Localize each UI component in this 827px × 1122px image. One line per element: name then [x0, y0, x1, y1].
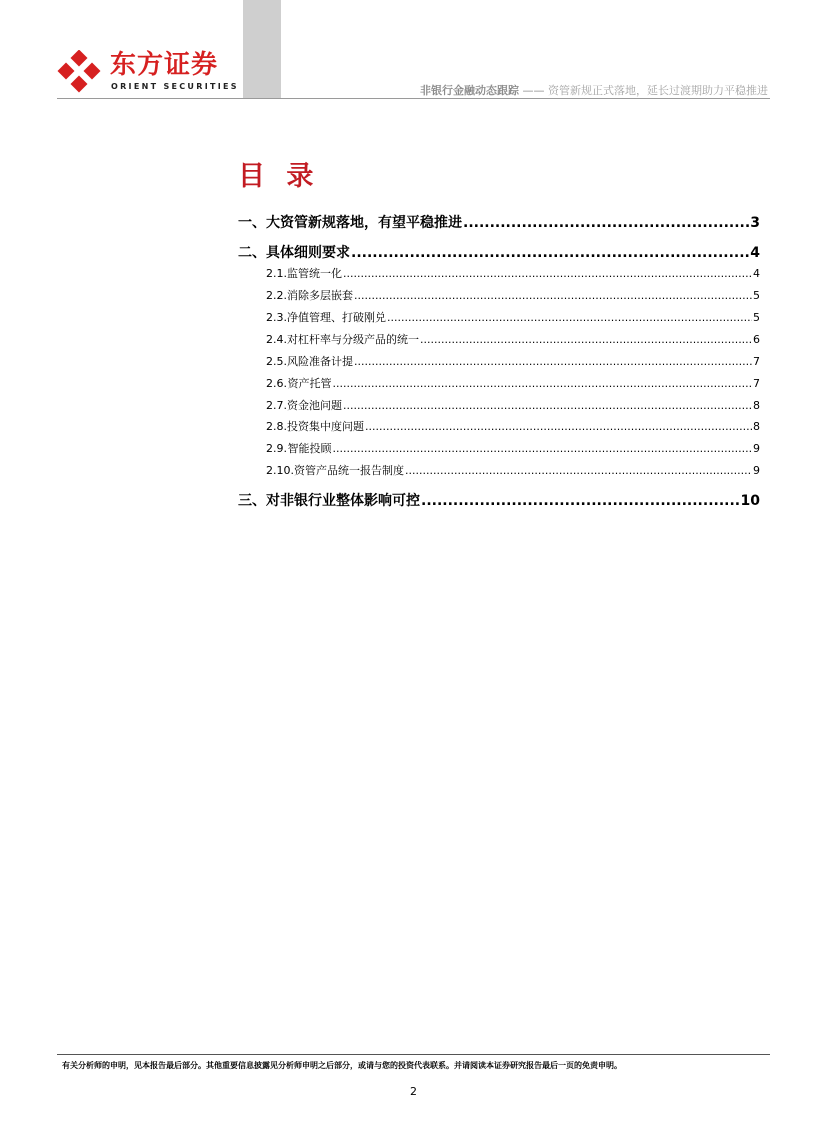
toc-entry-2-5[interactable]: [238, 353, 760, 369]
toc-entry-2-1[interactable]: [238, 265, 760, 281]
toc-entry-number: 三、: [238, 493, 266, 509]
toc-leader-dots: [354, 289, 752, 302]
toc-entry-2-9[interactable]: [238, 440, 760, 456]
toc-entry-page: 4: [750, 245, 760, 261]
toc-entry-number: 2.9.: [266, 442, 287, 455]
toc-entry-number: 2.7.: [266, 399, 287, 412]
toc-leader-dots: [333, 377, 753, 390]
toc-entry-title: 对非银行业整体影响可控: [266, 493, 420, 509]
toc-leader-dots: [421, 493, 740, 509]
toc-leader-dots: [354, 355, 752, 368]
toc-entry-2-10[interactable]: [238, 462, 760, 478]
toc-entry-page: 7: [753, 355, 760, 368]
toc-leader-dots: [343, 267, 752, 280]
toc-entry-number: 2.1.: [266, 267, 287, 280]
toc-leader-dots: [333, 442, 753, 455]
footer-disclaimer: 有关分析师的申明，见本报告最后部分。其他重要信息披露见分析师申明之后部分，或请与您的投资代表联系。并请阅读本证券研究报告最后一页的免责申明。: [62, 1061, 622, 1070]
toc-entry-2-3[interactable]: [238, 309, 760, 325]
toc-entry-page: 7: [753, 377, 760, 390]
toc-entry-title: 智能投顾: [287, 442, 332, 455]
toc-entry-title: 消除多层嵌套: [287, 289, 353, 302]
toc-entry-page: 6: [753, 333, 760, 346]
toc-entry-2[interactable]: [238, 242, 760, 262]
toc-entry-2-4[interactable]: [238, 331, 760, 347]
report-series: 非银行金融动态跟踪: [420, 84, 519, 97]
toc-entry-page: 5: [753, 289, 760, 302]
toc-leader-dots: [463, 215, 749, 231]
toc-entry-3[interactable]: [238, 490, 760, 510]
toc-entry-page: 9: [753, 442, 760, 455]
report-header: [420, 82, 768, 98]
toc-entry-2-8[interactable]: [238, 418, 760, 434]
toc-entry-title: 投资集中度问题: [287, 420, 364, 433]
toc-entry-page: 3: [750, 215, 760, 231]
toc-entry-title: 资产托管: [287, 377, 332, 390]
toc-leader-dots: [420, 333, 752, 346]
page-number: 2: [410, 1085, 417, 1098]
toc-entry-number: 2.10.: [266, 464, 294, 477]
toc-entry-number: 2.5.: [266, 355, 287, 368]
toc-entry-page: 5: [753, 311, 760, 324]
toc-entry-number: 2.4.: [266, 333, 287, 346]
toc-entry-title: 风险准备计提: [287, 355, 353, 368]
toc-leader-dots: [405, 464, 752, 477]
toc-entry-title: 资金池问题: [287, 399, 342, 412]
toc-entry-page: 8: [753, 420, 760, 433]
toc-entry-number: 2.3.: [266, 311, 287, 324]
toc-entry-page: 4: [753, 267, 760, 280]
toc-entry-title: 具体细则要求: [266, 245, 350, 261]
toc-entry-number: 2.2.: [266, 289, 287, 302]
toc-entry-2-7[interactable]: [238, 397, 760, 413]
toc-entry-1[interactable]: [238, 212, 760, 232]
header-dash: ——: [522, 84, 545, 97]
toc-leader-dots: [343, 399, 752, 412]
report-topic: 资管新规正式落地，延长过渡期助力平稳推进: [548, 84, 768, 97]
toc-entry-page: 8: [753, 399, 760, 412]
toc-entry-number: 二、: [238, 245, 266, 261]
header-gray-tab: [243, 0, 281, 98]
toc-entry-number: 2.8.: [266, 420, 287, 433]
toc-entry-title: 监管统一化: [287, 267, 342, 280]
toc-leader-dots: [351, 245, 749, 261]
orient-securities-logo-icon: [57, 50, 101, 94]
toc-title: 目 录: [238, 161, 320, 192]
toc-entry-number: 一、: [238, 215, 266, 231]
header-divider: [57, 98, 770, 99]
toc-entry-title: 资管产品统一报告制度: [294, 464, 404, 477]
toc-entry-page: 9: [753, 464, 760, 477]
toc-leader-dots: [387, 311, 752, 324]
logo-english-name: ORIENT SECURITIES: [111, 82, 239, 91]
toc-entry-title: 大资管新规落地，有望平稳推进: [266, 215, 462, 231]
toc-entry-2-6[interactable]: [238, 375, 760, 391]
toc-entry-title: 净值管理、打破刚兑: [287, 311, 386, 324]
toc-entry-page: 10: [740, 493, 760, 509]
logo-chinese-name: 东方证券: [110, 50, 219, 80]
toc-entry-2-2[interactable]: [238, 287, 760, 303]
toc-entry-number: 2.6.: [266, 377, 287, 390]
toc-entry-title: 对杠杆率与分级产品的统一: [287, 333, 419, 346]
toc-leader-dots: [365, 420, 752, 433]
footer-divider: [57, 1054, 770, 1055]
